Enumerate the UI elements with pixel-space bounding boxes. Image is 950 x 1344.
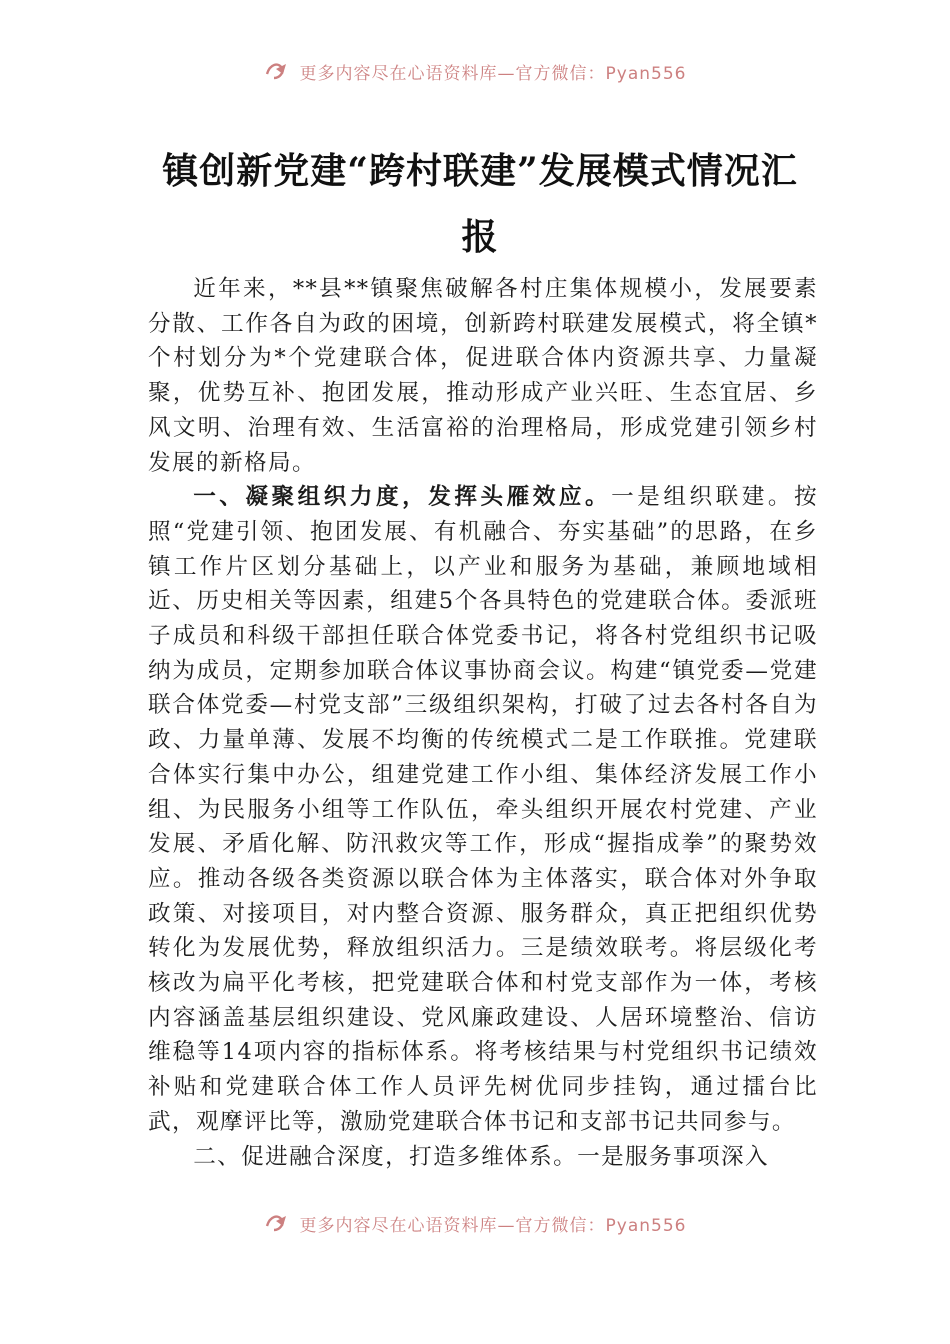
paragraph-text: 一是组织联建。按照“党建引领、抱团发展、有机融合、夯实基础”的思路，在乡镇工作片区划分基础上，以产业和服务为基础，兼顾地域相近、历史相关等因素，组建5个各具特色的党建联合体。委派班子成员和科级干部担任联合体党委书记，将各村党组织书记吸纳为成员，定期参加联合体议事协商会议。构建“镇党委—党建联合体党委—村党支部”三级组织架构，打破了过去各村各自为政、力量单薄、发展不均衡的传统模式二是工作联推。党建联合体实行集中办公，组建党建工作小组、集体经济发展工作小组、为民服务小组等工作队伍，牵头组织开展农村党建、产业发展、矛盾化解、防汛救灾等工作，形成“握指成拳”的聚势效应。推动各级各类资源以联合体为主体落实，联合体对外争取政策、对接项目，对内整合资源、服务群众，真正把组织优势转化为发展优势，释放组织活力。三是绩效联考。将层级化考核改为扁平化考核，把党建联合体和村党支部作为一体，考核内容涵盖基层组织建设、党风廉政建设、人居环境整治、信访维稳等14项内容的指标体系。将考核结果与村党组织书记绩效补贴和党建联合体工作人员评先树优同步挂钩，通过擂台比武，观摩评比等，激励党建联合体书记和支部书记共同参与。 xyxy=(148,484,819,1135)
watermark-logo-icon xyxy=(264,1212,292,1234)
watermark-text: 更多内容尽在心语资料库—官方微信：Pyan556 xyxy=(299,1215,687,1236)
document-title: 镇创新党建“跨村联建”发展模式情况汇报 xyxy=(162,150,798,258)
paragraph-text: 二、促进融合深度，打造多维体系。一是服务事项深入 xyxy=(193,1143,770,1170)
watermark-logo-icon xyxy=(264,60,292,82)
paragraph-section-one xyxy=(148,480,818,1139)
paragraph-intro xyxy=(148,272,818,480)
document-body xyxy=(148,272,818,1174)
watermark-text: 更多内容尽在心语资料库—官方微信：Pyan556 xyxy=(299,63,687,84)
section-heading: 一、凝聚组织力度，发挥头雁效应。 xyxy=(193,484,612,511)
watermark-banner-top xyxy=(0,56,950,86)
watermark-banner-bottom xyxy=(0,1208,950,1238)
paragraph-text: 近年来，**县**镇聚焦破解各村庄集体规模小，发展要素分散、工作各自为政的困境，创新跨村联建发展模式，将全镇*个村划分为*个党建联合体，促进联合体内资源共享、力量凝聚，优势互补、抱团发展，推动形成产业兴旺、生态宜居、乡风文明、治理有效、生活富裕的治理格局，形成党建引领乡村发展的新格局。 xyxy=(148,276,818,476)
paragraph-section-two xyxy=(148,1140,818,1175)
